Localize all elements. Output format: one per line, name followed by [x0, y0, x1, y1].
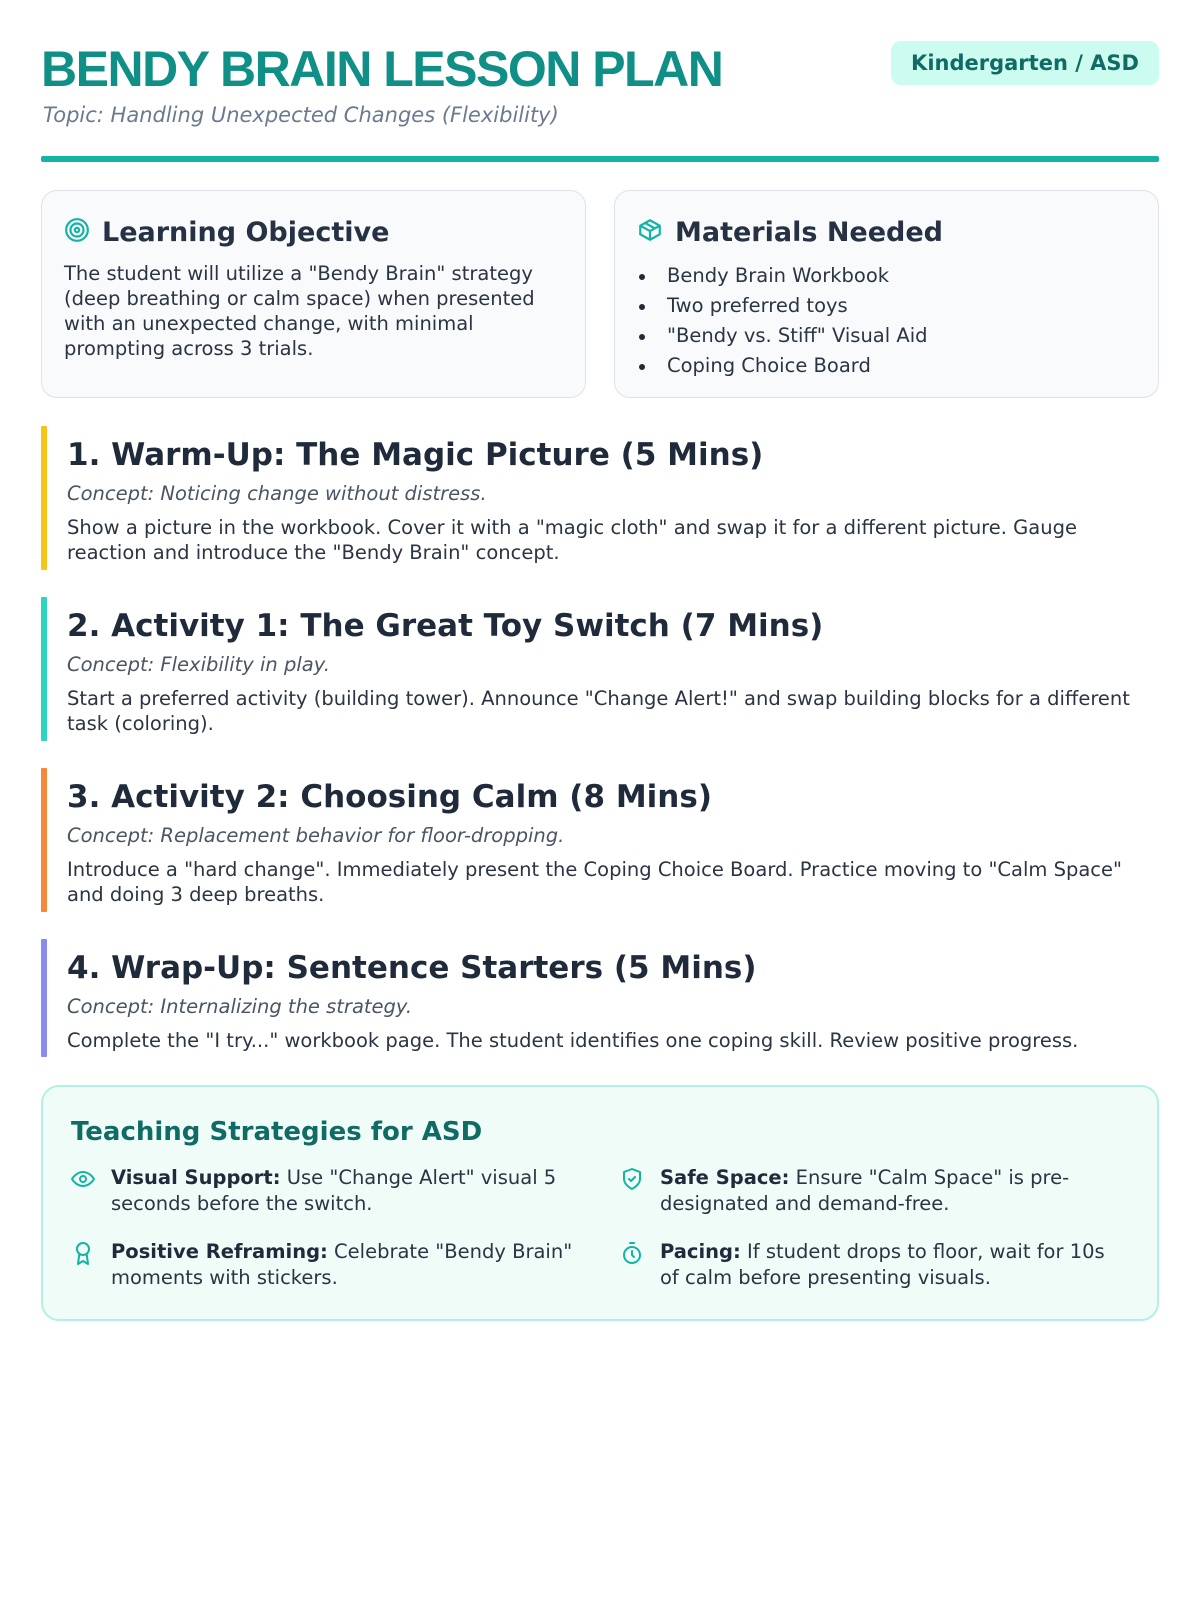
- step-title: 1. Warm-Up: The Magic Picture (5 Mins): [67, 437, 764, 473]
- strategy-label: Visual Support:: [111, 1166, 281, 1189]
- materials-heading: Materials Needed: [675, 216, 944, 248]
- list-item: "Bendy vs. Stiff" Visual Aid: [637, 321, 1136, 351]
- step-wrap-up: [41, 939, 1159, 1057]
- target-icon: [64, 217, 90, 247]
- teaching-strategies-panel: [41, 1085, 1159, 1321]
- grade-badge: Kindergarten / ASD: [891, 41, 1159, 85]
- lesson-steps: [41, 426, 1159, 1057]
- objective-text: The student will utilize a "Bendy Brain" strategy (deep breathing or calm space) when presented with an unexpected change, with minimal prompting across 3 trials.: [64, 262, 535, 360]
- list-item: Bendy Brain Workbook: [637, 261, 1136, 291]
- list-item: Two preferred toys: [637, 291, 1136, 321]
- award-icon: [71, 1239, 97, 1291]
- step-description: Show a picture in the workbook. Cover it with a "magic cloth" and swap it for a different picture. Gauge reaction and introduce the "Bendy Brain" concept.: [67, 516, 1077, 564]
- list-item: Coping Choice Board: [637, 351, 1136, 381]
- header-divider: [41, 156, 1159, 162]
- strategy-pacing: [620, 1239, 1129, 1291]
- step-description: Introduce a "hard change". Immediately present the Coping Choice Board. Practice moving to "Calm Space" and doing 3 deep breaths.: [67, 858, 1122, 906]
- shield-check-icon: [620, 1165, 646, 1217]
- step-concept: Concept: Flexibility in play.: [67, 653, 330, 676]
- step-activity-1: [41, 597, 1159, 741]
- step-concept: Concept: Replacement behavior for floor-dropping.: [67, 824, 565, 847]
- strategy-label: Safe Space:: [660, 1166, 790, 1189]
- strategy-visual-support: [71, 1165, 580, 1217]
- eye-icon: [71, 1165, 97, 1217]
- materials-card: [614, 190, 1159, 398]
- step-accent-bar: [41, 768, 47, 912]
- step-accent-bar: [41, 597, 47, 741]
- step-title: 2. Activity 1: The Great Toy Switch (7 Mins): [67, 608, 824, 644]
- materials-list: [637, 261, 1136, 381]
- timer-icon: [620, 1239, 646, 1291]
- page-title: BENDY BRAIN LESSON PLAN: [41, 41, 723, 97]
- strategy-label: Positive Reframing:: [111, 1240, 328, 1263]
- header: [41, 40, 1159, 156]
- strategy-safe-space: [620, 1165, 1129, 1217]
- step-warm-up: [41, 426, 1159, 570]
- strategy-positive-reframing: [71, 1239, 580, 1291]
- step-description: Start a preferred activity (building tower). Announce "Change Alert!" and swap building blocks for a different task (coloring).: [67, 687, 1130, 735]
- step-activity-2: [41, 768, 1159, 912]
- objective-heading: Learning Objective: [102, 216, 390, 248]
- strategy-text: Use "Change Alert" visual 5 seconds before the switch.: [111, 1166, 557, 1215]
- step-concept: Concept: Noticing change without distress.: [67, 482, 487, 505]
- box-icon: [637, 217, 663, 247]
- step-title: 4. Wrap-Up: Sentence Starters (5 Mins): [67, 950, 757, 986]
- strategy-text: Ensure "Calm Space" is pre-designated and demand-free.: [660, 1166, 1070, 1215]
- step-concept: Concept: Internalizing the strategy.: [67, 995, 413, 1018]
- info-cards: [41, 190, 1159, 398]
- strategies-heading: Teaching Strategies for ASD: [71, 1117, 483, 1147]
- strategy-text: If student drops to floor, wait for 10s of calm before presenting visuals.: [660, 1240, 1105, 1289]
- step-accent-bar: [41, 426, 47, 570]
- strategy-text: Celebrate "Bendy Brain" moments with stickers.: [111, 1240, 573, 1289]
- topic-subtitle: Topic: Handling Unexpected Changes (Flexibility): [43, 103, 559, 127]
- strategy-label: Pacing:: [660, 1240, 741, 1263]
- objective-card: [41, 190, 586, 398]
- step-accent-bar: [41, 939, 47, 1057]
- step-title: 3. Activity 2: Choosing Calm (8 Mins): [67, 779, 712, 815]
- step-description: Complete the "I try..." workbook page. The student identifies one coping skill. Review positive progress.: [67, 1029, 1079, 1052]
